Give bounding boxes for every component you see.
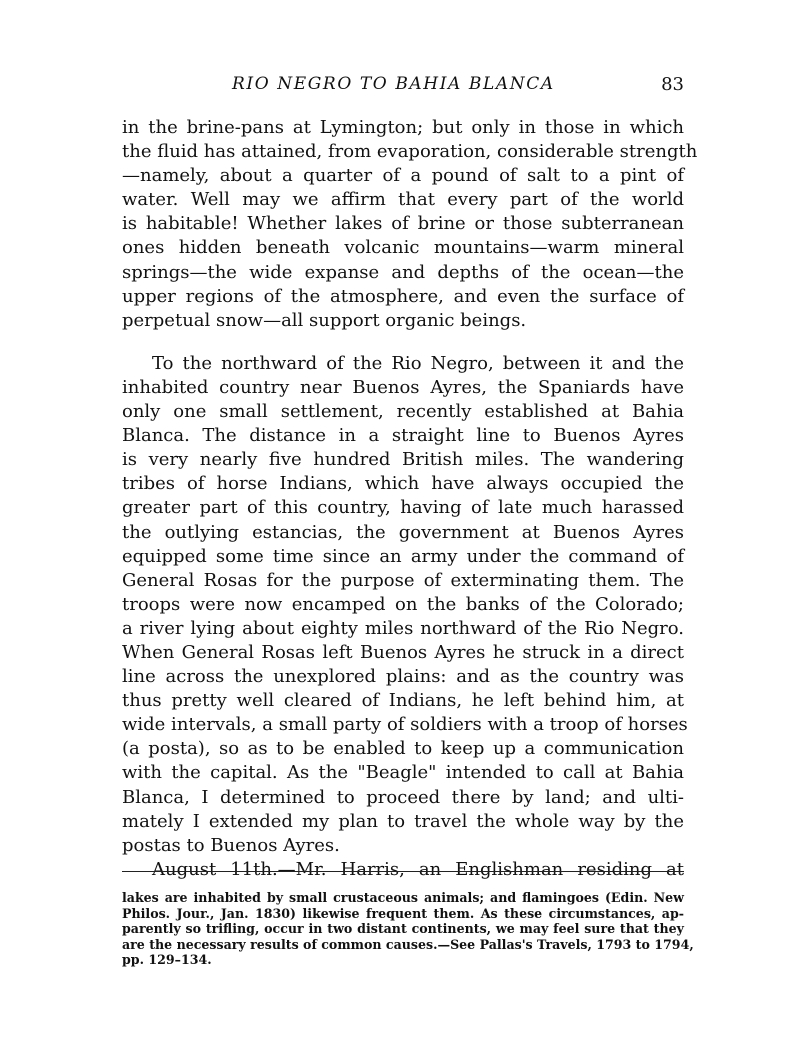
text-line: in the brine-pans at Lymington; but only in those in which [122,117,684,138]
footnote-line: pp. 129–134. [122,952,212,968]
text-line: wide intervals, a small party of soldiers with a troop of horses [122,714,688,736]
text-line: the outlying estancias, the government at Buenos Ayres [122,521,684,543]
text-line: water. Well may we affirm that every part of the world [122,189,684,211]
text-line: (a posta), so as to be enabled to keep up a communication [122,738,684,760]
text-line: upper regions of the atmosphere, and even the surface of [122,285,684,307]
paragraph-2 [122,352,688,858]
main-text [122,116,698,882]
text-line: equipped some time since an army under the command of [122,545,684,567]
text-line: is very nearly five hundred British miles. The wandering [122,449,684,471]
text-line: When General Rosas left Buenos Ayres he struck in a direct [122,641,684,663]
text-line: postas to Buenos Ayres. [122,834,340,856]
footnote-line: parently so trifling, occur in two distant continents, we may feel sure that they [122,921,684,937]
text-line: line across the unexplored plains: and as the country was [122,666,684,688]
footnote-line: Philos. Jour., Jan. 1830) likewise frequent them. As these circumstances, ap- [122,905,684,921]
text-line: inhabited country near Buenos Ayres, the Spaniards have [122,376,684,398]
text-line: a river lying about eighty miles northward of the Rio Negro. [122,617,684,639]
text-line: To the northward of the Rio Negro, between it and the [152,352,684,374]
text-line: —namely, about a quarter of a pound of salt to a pint of [122,165,684,187]
text-line: greater part of this country, having of late much harassed [122,497,684,519]
text-line: General Rosas for the purpose of exterminating them. The [122,569,684,591]
footnote-line: are the necessary results of common causes.—See Pallas's Travels, 1793 to 1794, [122,936,694,952]
page-number: 83 [661,74,684,95]
text-line: with the capital. As the "Beagle" intended to call at Bahia [122,762,684,784]
text-line: thus pretty well cleared of Indians, he left behind him, at [122,690,684,712]
paragraph-3 [122,858,684,882]
footnote-divider [122,871,684,872]
text-line: mately I extended my plan to travel the whole way by the [122,810,684,832]
text-line: ones hidden beneath volcanic mountains—warm mineral [122,237,684,259]
paragraph-spacer [122,333,684,352]
page-header [122,74,684,104]
text-line: Blanca, I determined to proceed there by land; and ulti- [122,786,684,808]
paragraph-1 [122,116,698,333]
text-line: springs—the wide expanse and depths of the ocean—the [122,261,684,283]
running-head: RIO NEGRO TO BAHIA BLANCA [232,74,555,94]
text-line: tribes of horse Indians, which have always occupied the [122,473,684,495]
text-line: only one small settlement, recently established at Bahia [122,401,684,423]
text-line: perpetual snow—all support organic beings. [122,309,527,331]
text-line: troops were now encamped on the banks of the Colorado; [122,593,684,615]
text-line: August 11th.—Mr. Harris, an Englishman residing at [152,858,684,880]
text-line: Blanca. The distance in a straight line to Buenos Ayres [122,425,684,447]
text-line: is habitable! Whether lakes of brine or those subterranean [122,213,684,235]
text-line: the fluid has attained, from evaporation, considerable strength [122,141,698,163]
footnote [122,890,694,968]
footnote-line: lakes are inhabited by small crustaceous animals; and flamingoes (Edin. New [122,890,684,905]
